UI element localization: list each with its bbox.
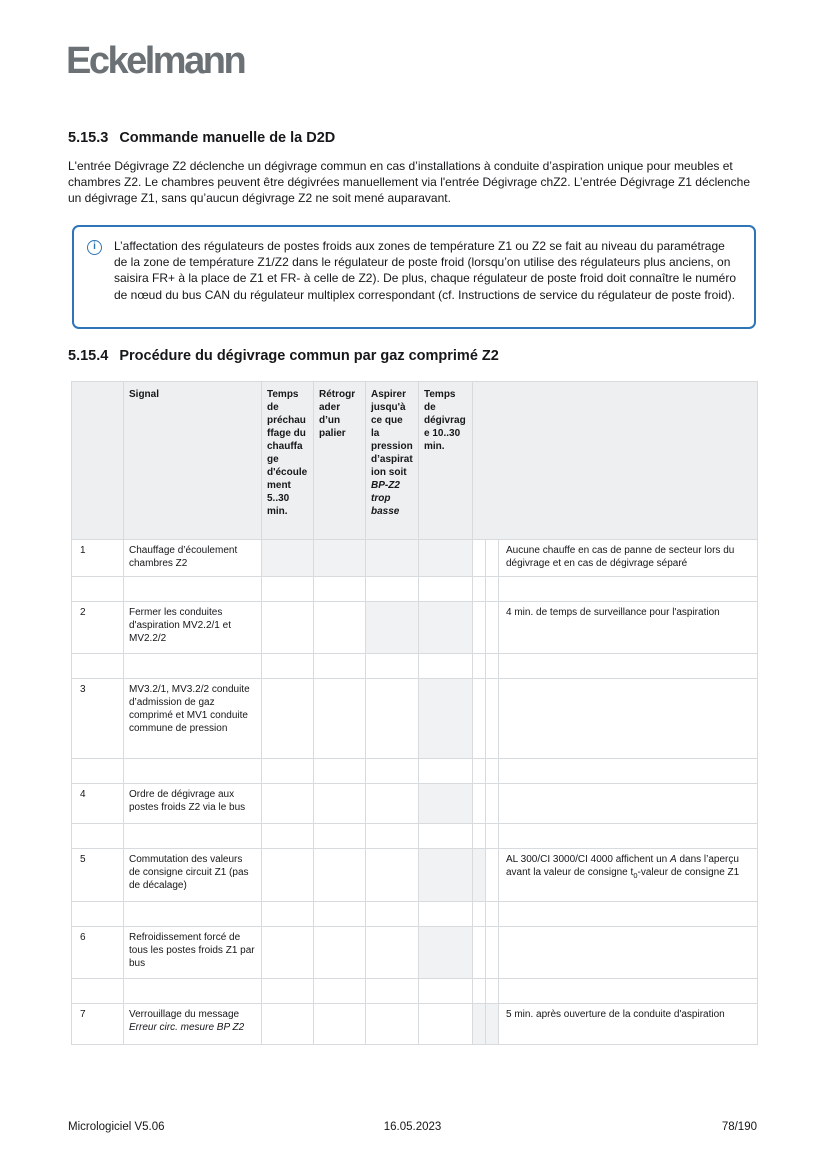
comment-cell: 5 min. après ouverture de la conduite d'aspiration xyxy=(499,1004,758,1045)
comment-cell: AL 300/CI 3000/CI 4000 affichent un A dans l’aperçu avant la valeur de consigne $t_0$-valeur de consigne Z1 xyxy=(499,849,758,902)
footer-firmware-version: Micrologiciel V5.06 xyxy=(68,1121,165,1133)
comment-cell: Aucune chauffe en cas de panne de secteur lors du dégivrage et en cas de dégivrage séparé xyxy=(499,540,758,577)
spacer-row xyxy=(72,824,758,849)
phase-cell xyxy=(419,679,473,759)
table-row xyxy=(72,602,758,654)
phase-cell xyxy=(419,784,473,824)
phase-cell xyxy=(366,849,419,902)
spacer-cell xyxy=(262,902,314,927)
spacer-cell xyxy=(314,654,366,679)
header-cell xyxy=(473,382,758,540)
phase-cell xyxy=(314,602,366,654)
phase-cell xyxy=(262,1004,314,1045)
phase-cell xyxy=(419,927,473,979)
spacer-cell xyxy=(486,902,499,927)
section-heading-5-15-3 xyxy=(68,130,335,146)
spacer-cell xyxy=(473,654,486,679)
phase-cell xyxy=(262,540,314,577)
phase-cell xyxy=(314,679,366,759)
spacer-cell xyxy=(473,824,486,849)
page-footer xyxy=(68,1121,757,1137)
phase-cell xyxy=(419,540,473,577)
spacer-cell xyxy=(499,824,758,849)
signal-cell: Fermer les conduites d'aspiration MV2.2/1 et MV2.2/2 xyxy=(124,602,262,654)
row-number-cell: 2 xyxy=(72,602,124,654)
section-number: 5.15.3 xyxy=(68,130,109,146)
section-title: Commande manuelle de la D2D xyxy=(119,130,336,146)
phase-cell xyxy=(473,927,486,979)
spacer-cell xyxy=(473,759,486,784)
spacer-cell xyxy=(314,824,366,849)
phase-cell xyxy=(473,784,486,824)
comment-cell: 4 min. de temps de surveillance pour l'aspiration xyxy=(499,602,758,654)
section-title: Procédure du dégivrage commun par gaz comprimé Z2 xyxy=(119,348,499,364)
signal-cell: Chauffage d’écoulement chambres Z2 xyxy=(124,540,262,577)
signal-cell: Refroidissement forcé de tous les postes froids Z1 par bus xyxy=(124,927,262,979)
signal-cell: Ordre de dégivrage aux postes froids Z2 via le bus xyxy=(124,784,262,824)
spacer-cell xyxy=(366,759,419,784)
table-header-row xyxy=(72,382,758,540)
intro-paragraph: L'entrée Dégivrage Z2 déclenche un dégivrage commun en cas d’installations à conduite d’aspiration unique pour meubles et chambres Z2. Le chambres peuvent être dégivrées manuellement via l'entrée Dégivrage chZ2. L’entrée Dégivrage Z1 déclenche un dégivrage Z1, sans qu’aucun dégivrage Z2 ne soit mené auparavant. xyxy=(68,159,751,205)
row-number-cell: 6 xyxy=(72,927,124,979)
phase-cell xyxy=(486,1004,499,1045)
spacer-row xyxy=(72,902,758,927)
phase-cell xyxy=(366,1004,419,1045)
spacer-cell xyxy=(499,654,758,679)
phase-cell xyxy=(262,602,314,654)
spacer-cell xyxy=(419,759,473,784)
header-cell xyxy=(72,382,124,540)
phase-cell xyxy=(486,927,499,979)
table-row xyxy=(72,784,758,824)
comment-cell xyxy=(499,784,758,824)
spacer-row xyxy=(72,979,758,1004)
spacer-cell xyxy=(72,979,124,1004)
phase-cell xyxy=(314,927,366,979)
phase-cell xyxy=(366,927,419,979)
phase-cell xyxy=(314,1004,366,1045)
header-cell: Temps de dégivrage 10..30 min. xyxy=(419,382,473,540)
spacer-cell xyxy=(124,824,262,849)
phase-cell xyxy=(314,784,366,824)
spacer-cell xyxy=(314,979,366,1004)
table-row xyxy=(72,927,758,979)
row-number-cell: 5 xyxy=(72,849,124,902)
spacer-cell xyxy=(72,654,124,679)
footer-page-number: 78/190 xyxy=(721,1121,757,1133)
phase-cell xyxy=(419,602,473,654)
section-heading-5-15-4 xyxy=(68,348,499,364)
spacer-cell xyxy=(262,824,314,849)
footer-date: 16.05.2023 xyxy=(383,1121,442,1133)
phase-cell xyxy=(262,849,314,902)
spacer-cell xyxy=(499,979,758,1004)
phase-cell xyxy=(473,602,486,654)
phase-cell xyxy=(366,540,419,577)
spacer-cell xyxy=(314,902,366,927)
spacer-cell xyxy=(262,577,314,602)
spacer-row xyxy=(72,759,758,784)
eckelmann-logo: Eckelmann xyxy=(66,40,245,82)
phase-cell xyxy=(366,602,419,654)
procedure-table xyxy=(71,381,758,1045)
spacer-cell xyxy=(473,577,486,602)
spacer-cell xyxy=(72,759,124,784)
spacer-cell xyxy=(473,902,486,927)
phase-cell xyxy=(262,679,314,759)
info-icon: i xyxy=(87,240,102,255)
table-row xyxy=(72,540,758,577)
phase-cell xyxy=(486,784,499,824)
phase-cell xyxy=(314,540,366,577)
spacer-cell xyxy=(486,824,499,849)
spacer-cell xyxy=(124,577,262,602)
table-row xyxy=(72,1004,758,1045)
phase-cell xyxy=(262,927,314,979)
phase-cell xyxy=(419,1004,473,1045)
spacer-cell xyxy=(486,654,499,679)
header-cell: Temps de préchauffage du chauffage d'écoulement 5..30 min. xyxy=(262,382,314,540)
spacer-cell xyxy=(124,979,262,1004)
spacer-cell xyxy=(124,654,262,679)
spacer-cell xyxy=(314,759,366,784)
spacer-cell xyxy=(72,577,124,602)
header-cell: Aspirer jusqu'à ce que la pression d’aspiration soit BP-Z2 trop basse xyxy=(366,382,419,540)
spacer-cell xyxy=(473,979,486,1004)
phase-cell xyxy=(473,849,486,902)
signal-cell: Commutation des valeurs de consigne circuit Z1 (pas de décalage) xyxy=(124,849,262,902)
spacer-cell xyxy=(314,577,366,602)
comment-cell xyxy=(499,679,758,759)
row-number-cell: 4 xyxy=(72,784,124,824)
spacer-cell xyxy=(366,824,419,849)
table-row xyxy=(72,849,758,902)
spacer-cell xyxy=(124,759,262,784)
spacer-cell xyxy=(366,979,419,1004)
phase-cell xyxy=(314,849,366,902)
info-note-box xyxy=(72,225,756,329)
section-number: 5.15.4 xyxy=(68,348,109,364)
phase-cell xyxy=(366,679,419,759)
row-number-cell: 7 xyxy=(72,1004,124,1045)
spacer-cell xyxy=(486,577,499,602)
header-cell: Rétrograder d’un palier xyxy=(314,382,366,540)
spacer-cell xyxy=(419,654,473,679)
spacer-cell xyxy=(419,577,473,602)
spacer-cell xyxy=(499,577,758,602)
spacer-cell xyxy=(366,654,419,679)
spacer-row xyxy=(72,577,758,602)
signal-cell: Verrouillage du message Erreur circ. mesure BP Z2 xyxy=(124,1004,262,1045)
phase-cell xyxy=(366,784,419,824)
spacer-cell xyxy=(486,979,499,1004)
header-cell: Signal xyxy=(124,382,262,540)
phase-cell xyxy=(262,784,314,824)
spacer-cell xyxy=(366,577,419,602)
spacer-cell xyxy=(486,759,499,784)
spacer-cell xyxy=(72,902,124,927)
comment-cell xyxy=(499,927,758,979)
spacer-cell xyxy=(419,902,473,927)
spacer-cell xyxy=(366,902,419,927)
spacer-cell xyxy=(419,979,473,1004)
info-note-text: L’affectation des régulateurs de postes froids aux zones de température Z1 ou Z2 se fait au niveau du paramétrage de la zone de température Z1/Z2 dans le régulateur de poste froid (lorsqu’on utilise des régulateurs plus anciens, on saisira FR+ à la place de Z1 et FR- à celle de Z2). De plus, chaque régulateur de poste froid doit connaître le numéro de nœud du bus CAN du régulateur multiplex correspondant (cf. Instructions de service du régulateur de poste froid). xyxy=(114,239,736,302)
phase-cell xyxy=(473,1004,486,1045)
signal-cell: MV3.2/1, MV3.2/2 conduite d’admission de gaz comprimé et MV1 conduite commune de pression xyxy=(124,679,262,759)
phase-cell xyxy=(419,849,473,902)
row-number-cell: 1 xyxy=(72,540,124,577)
spacer-cell xyxy=(262,654,314,679)
spacer-cell xyxy=(262,979,314,1004)
phase-cell xyxy=(486,849,499,902)
spacer-cell xyxy=(499,759,758,784)
spacer-cell xyxy=(124,902,262,927)
phase-cell xyxy=(486,540,499,577)
spacer-cell xyxy=(72,824,124,849)
row-number-cell: 3 xyxy=(72,679,124,759)
phase-cell xyxy=(486,679,499,759)
spacer-cell xyxy=(499,902,758,927)
spacer-cell xyxy=(419,824,473,849)
phase-cell xyxy=(473,679,486,759)
table-row xyxy=(72,679,758,759)
spacer-cell xyxy=(262,759,314,784)
phase-cell xyxy=(473,540,486,577)
spacer-row xyxy=(72,654,758,679)
phase-cell xyxy=(486,602,499,654)
